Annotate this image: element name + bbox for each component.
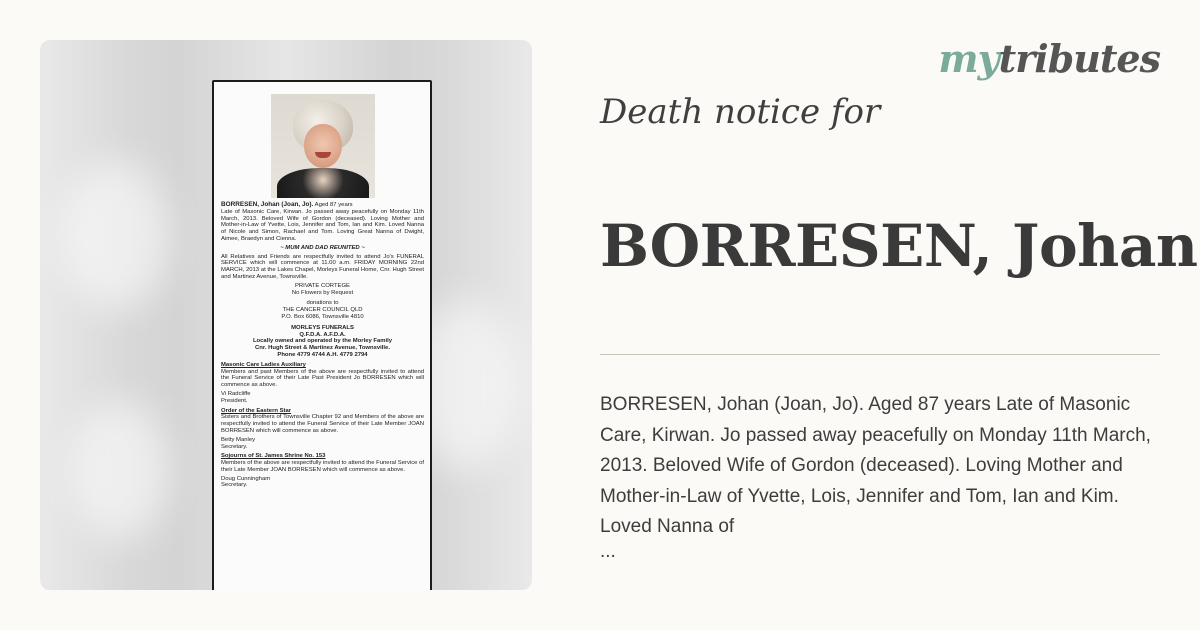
shrine-body: Members of the above are respectfully invited to attend the Funeral Service of their Late Member JOAN BORRESEN which will commence as above. <box>221 460 424 473</box>
mytributes-logo[interactable]: mytributes <box>938 36 1160 81</box>
star-body: Sisters and Brothers of Townsville Chapter 92 and Members of the above are respectfully invited to attend the Funeral Service of their Late Member JOAN BORRESEN which will commence as above. <box>221 414 424 434</box>
shrine-signature: Doug Cunningham <box>221 475 271 482</box>
notice-council: THE CANCER COUNCIL QLD <box>282 307 363 314</box>
masonic-signature-title: President. <box>221 397 248 404</box>
notice-image-card <box>40 40 532 590</box>
page-eyebrow: Death notice for <box>600 92 881 132</box>
notice-flowers: No Flowers by Request <box>291 289 354 296</box>
masonic-signature: Vi Radcliffe <box>221 390 251 397</box>
shrine-title: Sojourns of St. James Shrine No. 153 <box>221 453 326 460</box>
notice-donations: donations to <box>306 300 339 307</box>
star-signature: Betty Manley <box>221 436 256 443</box>
death-notice-clipping <box>212 80 432 590</box>
notice-heading: BORRESEN, Johan (Joan, Jo). Aged 87 years <box>221 201 353 208</box>
divider <box>600 354 1160 355</box>
notice-po-box: P.O. Box 6086, Townsville 4810 <box>281 313 364 320</box>
masonic-title: Masonic Care Ladies Auxiliary <box>221 361 306 368</box>
summary-ellipsis: ... <box>600 541 616 562</box>
shrine-signature-title: Secretary. <box>221 482 248 489</box>
notice-service-details: All Relatives and Friends are respectfully invited to attend Jo's FUNERAL SERVICE which will commence at 11.00 a.m. FRIDAY MORNING 22nd MARCH, 2013 at the Lakes Chapel, Morleys Funeral Home, Cnr. Hugh Street and Martinez Avenue, Townsville. <box>221 253 424 280</box>
background-blur <box>70 400 170 540</box>
notice-cortege: PRIVATE CORTEGE <box>295 282 350 289</box>
background-blur <box>60 160 170 310</box>
notice-paragraph: Late of Masonic Care, Kirwan. Jo passed away peacefully on Monday 11th March, 2013. Beloved Wife of Gordon (deceased). Loving Mother and Mother-in-Law of Yvette, Lois, Jennifer and Tom, Ian and Kim. Loved Nanna of Nicole and Simon, Rachael and Tom. Loving Great Nanna of Dwight, Aimee, Braedyn and Cienna. <box>221 208 424 242</box>
funerals-title: MORLEYS FUNERALS <box>291 324 354 331</box>
page-title: BORRESEN, Johan <box>600 212 1198 280</box>
star-signature-title: Secretary. <box>221 443 248 450</box>
funerals-line: Phone 4779 4744 A.H. 4779 2794 <box>277 351 368 358</box>
funerals-line: Cnr. Hugh Street & Martinez Avenue, Townsville. <box>255 345 390 352</box>
portrait-photo <box>271 94 375 198</box>
funerals-line: Locally owned and operated by the Morley Family <box>252 338 393 345</box>
notice-reunited: ~ MUM AND DAD REUNITED ~ <box>280 244 365 251</box>
funerals-qfda: Q.F.D.A. A.F.D.A. <box>299 331 346 338</box>
masonic-body: Members and past Members of the above are respectfully invited to attend the Funeral Service of their Late Past President Jo BORRESEN which will commence as above. <box>221 368 424 389</box>
notice-summary: BORRESEN, Johan (Joan, Jo). Aged 87 years Late of Masonic Care, Kirwan. Jo passed away peacefully on Monday 11th March, 2013. Beloved Wife of Gordon (deceased). Loving Mother and Mother-in-Law of Yvette, Lois, Jennifer and Tom, Ian and Kim. Loved Nanna of <box>600 394 1151 537</box>
star-title: Order of the Eastern Star <box>221 407 292 414</box>
